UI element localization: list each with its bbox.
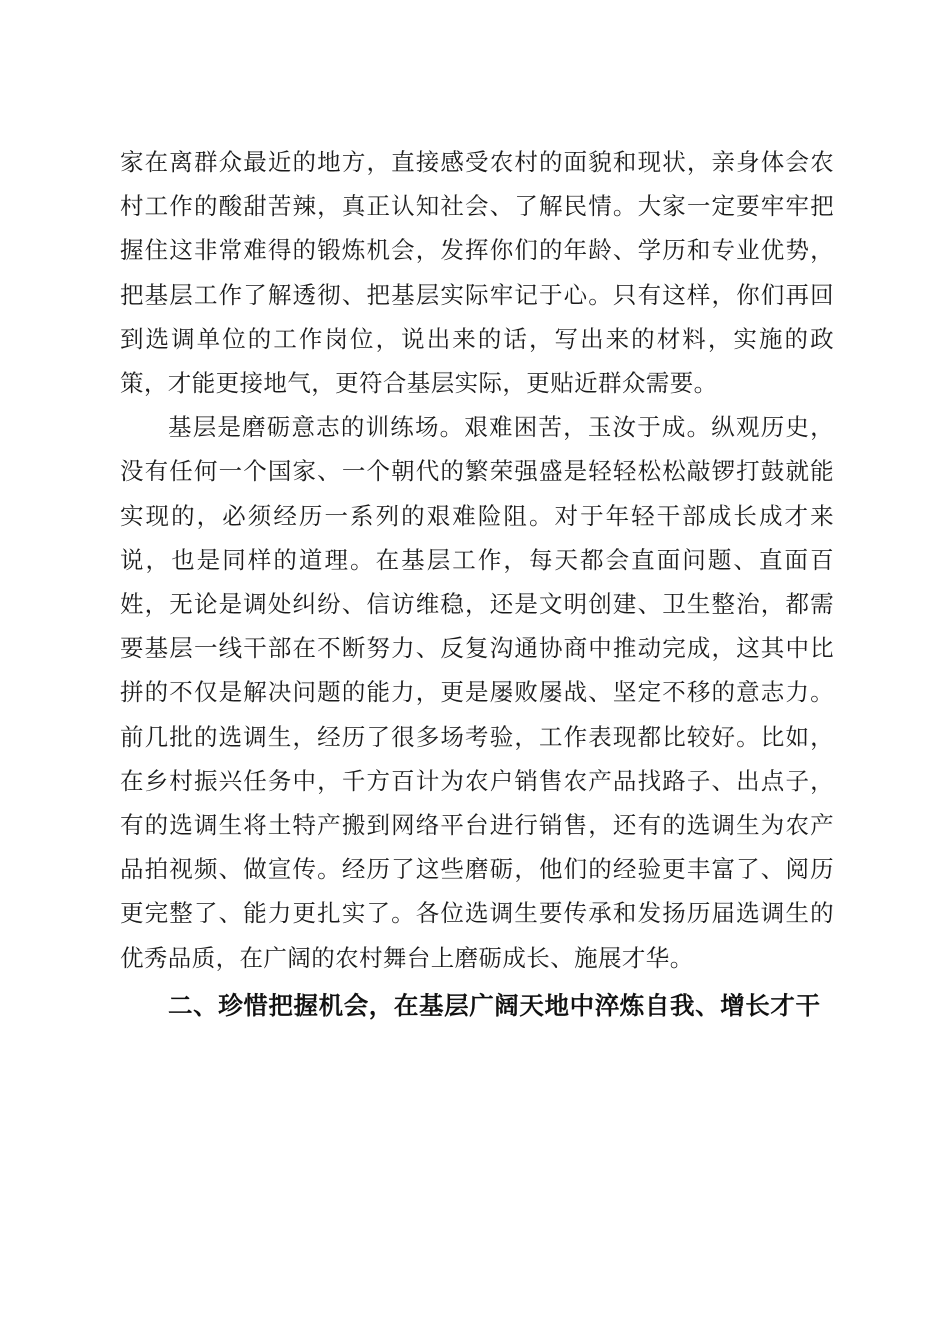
paragraph-continued: 家在离群众最近的地方，直接感受农村的面貌和现状，亲身体会农村工作的酸甜苦辣，真正认知社会、了解民情。大家一定要牢牢把握住这非常难得的锻炼机会，发挥你们的年龄、学历和专业优势，把基层工作了解透彻、把基层实际牢记于心。只有这样，你们再回到选调单位的工作岗位，说出来的话，写出来的材料，实施的政策，才能更接地气，更符合基层实际，更贴近群众需要。 [120,148,834,398]
document-body [120,140,834,1028]
section-heading: 二、珍惜把握机会，在基层广阔天地中淬炼自我、增长才干 [168,990,821,1020]
paragraph-grassroots-training: 基层是磨砺意志的训练场。艰难困苦，玉汝于成。纵观历史，没有任何一个国家、一个朝代的繁荣强盛是轻轻松松敲锣打鼓就能实现的，必须经历一系列的艰难险阻。对于年轻干部成长成才来说，也是同样的道理。在基层工作，每天都会直面问题、直面百姓，无论是调处纠纷、信访维稳，还是文明创建、卫生整治，都需要基层一线干部在不断努力、反复沟通协商中推动完成，这其中比拼的不仅是解决问题的能力，更是屡败屡战、坚定不移的意志力。前几批的选调生，经历了很多场考验，工作表现都比较好。比如，在乡村振兴任务中，千方百计为农户销售农产品找路子、出点子，有的选调生将土特产搬到网络平台进行销售，还有的选调生为农产品拍视频、做宣传。经历了这些磨砺，他们的经验更丰富了、阅历更完整了、能力更扎实了。各位选调生要传承和发扬历届选调生的优秀品质，在广阔的农村舞台上磨砺成长、施展才华。 [120,413,834,972]
